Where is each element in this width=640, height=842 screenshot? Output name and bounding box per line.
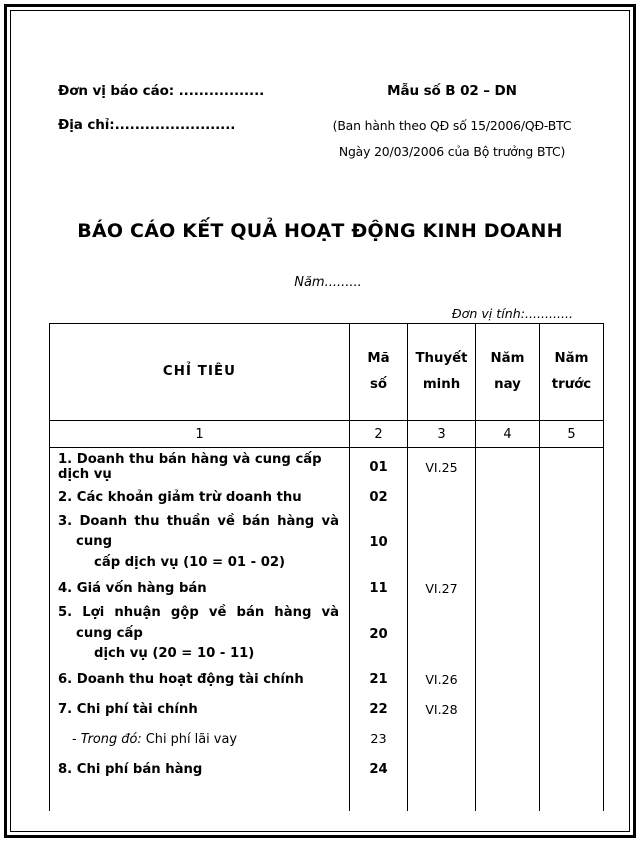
table-row bbox=[50, 482, 604, 512]
row-code: 11 bbox=[350, 573, 408, 603]
form-code: Mẫu số B 02 – DN bbox=[387, 83, 517, 99]
column-header-code bbox=[350, 324, 408, 421]
income-statement-table bbox=[49, 323, 604, 811]
column-number-3: 3 bbox=[408, 421, 476, 448]
column-header-note-line1: Thuyết bbox=[415, 351, 468, 367]
row-indicator bbox=[50, 603, 350, 664]
row-indicator: 4. Giá vốn hàng bán bbox=[50, 573, 350, 603]
column-header-code-line1: Mã bbox=[367, 351, 390, 367]
row-note bbox=[408, 755, 476, 785]
report-year-label: Năm......... bbox=[294, 275, 362, 290]
row-current-year-value[interactable] bbox=[476, 725, 540, 755]
row-current-year-value[interactable] bbox=[476, 448, 540, 483]
column-header-note-line2: minh bbox=[422, 377, 461, 392]
header-right-block bbox=[301, 83, 629, 159]
issue-decision-line-1: (Ban hành theo QĐ số 15/2006/QĐ-BTC bbox=[332, 118, 572, 133]
row-code: 23 bbox=[350, 725, 408, 755]
table-row bbox=[50, 512, 604, 573]
row-current-year-value[interactable] bbox=[476, 665, 540, 695]
row-previous-year-value[interactable] bbox=[540, 755, 604, 785]
address-label: Địa chỉ:........................ bbox=[58, 117, 236, 133]
header-left-block bbox=[11, 83, 301, 133]
row-previous-year-value[interactable] bbox=[540, 695, 604, 725]
column-header-indicator bbox=[50, 324, 350, 421]
row-previous-year-value[interactable] bbox=[540, 573, 604, 603]
column-number-2: 2 bbox=[350, 421, 408, 448]
row-indicator: 6. Doanh thu hoạt động tài chính bbox=[50, 665, 350, 695]
column-header-previous-year-line2: trước bbox=[551, 377, 592, 392]
table-continuation-indicator bbox=[50, 785, 350, 811]
row-code: 02 bbox=[350, 482, 408, 512]
row-indicator: 1. Doanh thu bán hàng và cung cấp dịch vụ bbox=[50, 448, 350, 483]
row-indicator-emphasis: Trong đó: bbox=[80, 732, 142, 748]
page-border-outer bbox=[4, 4, 636, 838]
row-note bbox=[408, 512, 476, 573]
table-row bbox=[50, 603, 604, 664]
row-previous-year-value[interactable] bbox=[540, 482, 604, 512]
row-note: VI.25 bbox=[408, 448, 476, 483]
row-indicator bbox=[50, 725, 350, 755]
page-title: BÁO CÁO KẾT QUẢ HOẠT ĐỘNG KINH DOANH bbox=[77, 220, 563, 242]
row-indicator: 7. Chi phí tài chính bbox=[50, 695, 350, 725]
row-note bbox=[408, 603, 476, 664]
row-current-year-value[interactable] bbox=[476, 573, 540, 603]
table-row bbox=[50, 695, 604, 725]
column-number-5: 5 bbox=[540, 421, 604, 448]
column-header-note bbox=[408, 324, 476, 421]
row-current-year-value[interactable] bbox=[476, 755, 540, 785]
row-note: VI.28 bbox=[408, 695, 476, 725]
page-border-inner bbox=[10, 10, 630, 832]
table-row bbox=[50, 755, 604, 785]
table-continuation-current bbox=[476, 785, 540, 811]
row-previous-year-value[interactable] bbox=[540, 665, 604, 695]
row-code: 20 bbox=[350, 603, 408, 664]
column-header-indicator-label: CHỈ TIÊU bbox=[162, 364, 237, 380]
row-code: 01 bbox=[350, 448, 408, 483]
column-number-1: 1 bbox=[50, 421, 350, 448]
table-row-sub bbox=[50, 725, 604, 755]
row-indicator-prefix: - bbox=[72, 732, 81, 748]
row-indicator-line2: cấp dịch vụ (10 = 01 - 02) bbox=[94, 554, 286, 570]
issue-decision-line-2: Ngày 20/03/2006 của Bộ trưởng BTC) bbox=[338, 144, 566, 159]
row-indicator-line1: 5. Lợi nhuận gộp về bán hàng và cung cấp bbox=[58, 605, 339, 641]
table-column-number-row bbox=[50, 421, 604, 448]
table-row bbox=[50, 448, 604, 483]
row-code: 10 bbox=[350, 512, 408, 573]
row-note bbox=[408, 725, 476, 755]
table-header-row bbox=[50, 324, 604, 421]
row-indicator: 2. Các khoản giảm trừ doanh thu bbox=[50, 482, 350, 512]
row-indicator-suffix: Chi phí lãi vay bbox=[141, 732, 237, 748]
table-row bbox=[50, 573, 604, 603]
row-code: 22 bbox=[350, 695, 408, 725]
row-previous-year-value[interactable] bbox=[540, 603, 604, 664]
row-code: 24 bbox=[350, 755, 408, 785]
row-note: VI.27 bbox=[408, 573, 476, 603]
column-header-current-year-line1: Năm bbox=[490, 351, 525, 367]
row-previous-year-value[interactable] bbox=[540, 448, 604, 483]
table-body bbox=[50, 448, 604, 811]
table-continuation-previous bbox=[540, 785, 604, 811]
column-number-4: 4 bbox=[476, 421, 540, 448]
currency-unit-label: Đơn vị tính:............ bbox=[451, 306, 573, 321]
column-header-current-year-line2: nay bbox=[494, 377, 521, 392]
column-header-current-year bbox=[476, 324, 540, 421]
column-header-code-line2: số bbox=[369, 377, 388, 392]
table-row bbox=[50, 665, 604, 695]
reporting-unit-label: Đơn vị báo cáo: ................. bbox=[58, 83, 265, 99]
row-current-year-value[interactable] bbox=[476, 482, 540, 512]
table-continuation-area bbox=[50, 785, 604, 811]
row-previous-year-value[interactable] bbox=[540, 512, 604, 573]
table-continuation-code bbox=[350, 785, 408, 811]
row-code: 21 bbox=[350, 665, 408, 695]
row-current-year-value[interactable] bbox=[476, 603, 540, 664]
row-current-year-value[interactable] bbox=[476, 512, 540, 573]
table-continuation-note bbox=[408, 785, 476, 811]
row-previous-year-value[interactable] bbox=[540, 725, 604, 755]
row-note: VI.26 bbox=[408, 665, 476, 695]
document-page bbox=[11, 11, 629, 831]
document-header bbox=[11, 83, 629, 159]
row-indicator-line2: dịch vụ (20 = 10 - 11) bbox=[94, 646, 255, 662]
column-header-previous-year bbox=[540, 324, 604, 421]
row-current-year-value[interactable] bbox=[476, 695, 540, 725]
row-note bbox=[408, 482, 476, 512]
column-header-previous-year-line1: Năm bbox=[554, 351, 589, 367]
row-indicator-line1: 3. Doanh thu thuần về bán hàng và cung bbox=[58, 514, 339, 550]
report-table-container bbox=[49, 323, 603, 811]
row-indicator bbox=[50, 512, 350, 573]
row-indicator: 8. Chi phí bán hàng bbox=[50, 755, 350, 785]
